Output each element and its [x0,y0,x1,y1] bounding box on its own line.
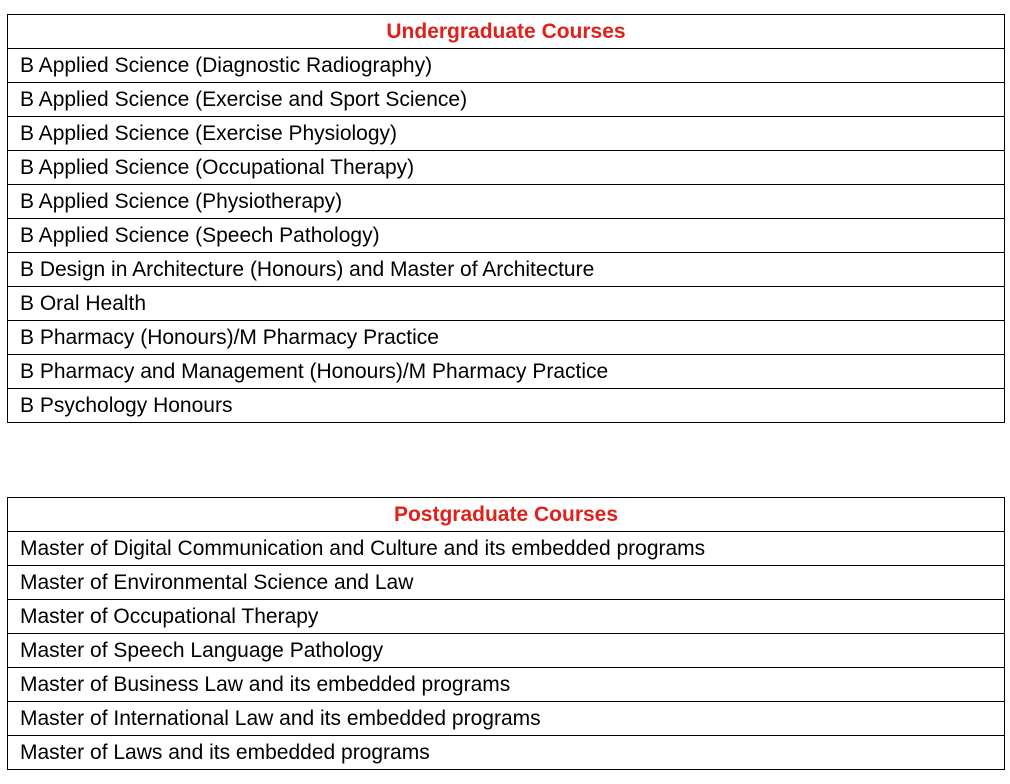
course-name: Master of Business Law and its embedded programs [8,668,1005,702]
course-name: B Applied Science (Exercise and Sport Science) [8,83,1005,117]
course-name: B Pharmacy and Management (Honours)/M Pharmacy Practice [8,355,1005,389]
course-name: Master of Laws and its embedded programs [8,736,1005,770]
table-row [8,287,1005,321]
table-row [8,185,1005,219]
course-name: B Applied Science (Speech Pathology) [8,219,1005,253]
course-name: B Design in Architecture (Honours) and Master of Architecture [8,253,1005,287]
table-row [8,83,1005,117]
table-row [8,566,1005,600]
table-row [8,219,1005,253]
course-name: B Applied Science (Occupational Therapy) [8,151,1005,185]
table-row [8,702,1005,736]
postgraduate-courses-table [7,497,1005,770]
table-row [8,634,1005,668]
course-name: B Applied Science (Exercise Physiology) [8,117,1005,151]
table-row [8,736,1005,770]
undergraduate-courses-table [7,14,1005,423]
course-name: B Applied Science (Diagnostic Radiography) [8,49,1005,83]
course-name: B Pharmacy (Honours)/M Pharmacy Practice [8,321,1005,355]
course-name: Master of Occupational Therapy [8,600,1005,634]
table-row [8,389,1005,423]
course-name: Master of International Law and its embedded programs [8,702,1005,736]
course-name: Master of Digital Communication and Culture and its embedded programs [8,532,1005,566]
course-name: B Psychology Honours [8,389,1005,423]
table-header-row [8,15,1005,49]
table-row [8,117,1005,151]
table-row [8,355,1005,389]
postgraduate-heading: Postgraduate Courses [8,498,1005,532]
course-name: Master of Environmental Science and Law [8,566,1005,600]
table-row [8,321,1005,355]
undergraduate-heading: Undergraduate Courses [8,15,1005,49]
table-row [8,253,1005,287]
table-row [8,49,1005,83]
course-name: Master of Speech Language Pathology [8,634,1005,668]
table-row [8,600,1005,634]
table-header-row [8,498,1005,532]
course-name: B Applied Science (Physiotherapy) [8,185,1005,219]
table-row [8,532,1005,566]
table-row [8,151,1005,185]
table-row [8,668,1005,702]
course-name: B Oral Health [8,287,1005,321]
